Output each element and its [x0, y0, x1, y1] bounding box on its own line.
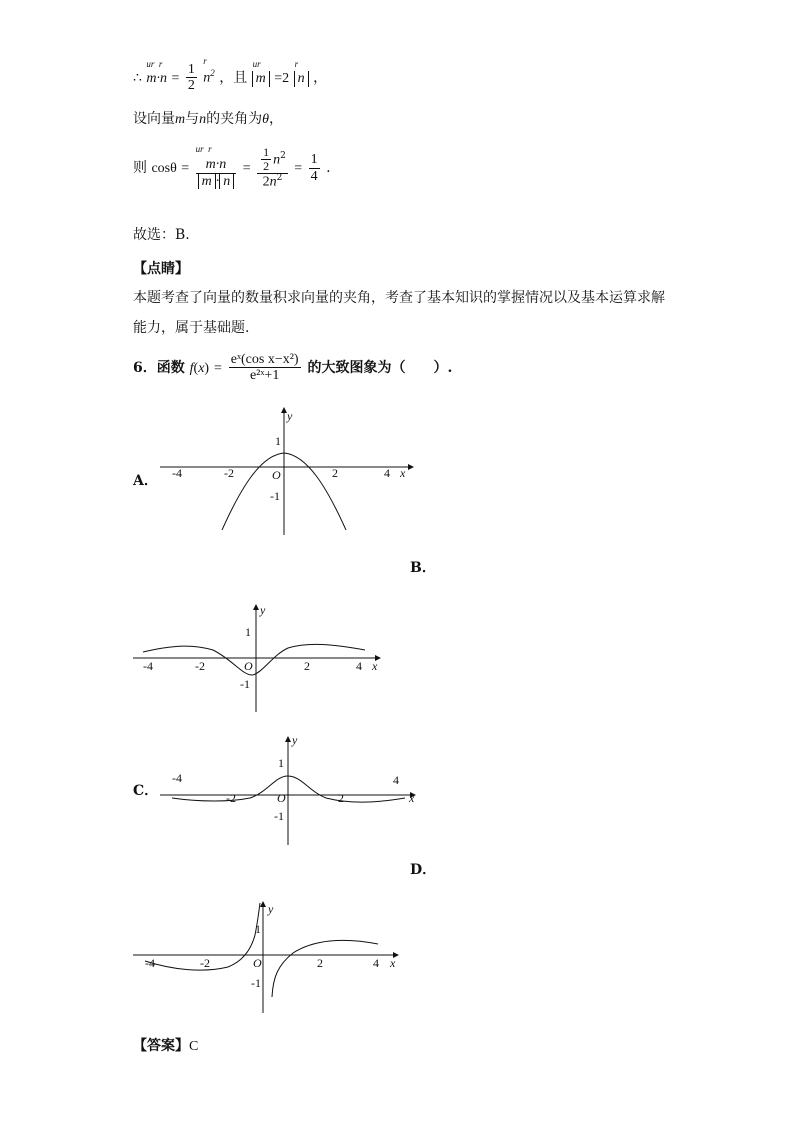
with-text: 与 [185, 111, 200, 127]
equals-sign: = [171, 70, 180, 86]
function-numerator: eˣ(cos x−x²) [230, 352, 299, 367]
answer-label: 【答案】 [133, 1038, 189, 1054]
n-vector: n [273, 152, 281, 168]
tick-one: 1 [255, 922, 261, 936]
y-axis-arrow [285, 736, 291, 742]
equals-sign: = [294, 161, 303, 177]
question-tail: 的大致图象为（ ）. [307, 359, 453, 376]
tick-neg-four: -4 [143, 659, 153, 673]
inner-numerator: 1 [263, 145, 270, 159]
y-label: y [260, 603, 266, 617]
equals-sign: = [213, 360, 222, 376]
angle-text: 的夹角为 [206, 111, 263, 127]
comment-line-2: 能力，属于基础题. [133, 320, 250, 336]
variable-x: x [198, 360, 205, 376]
square-exponent: 2 [280, 151, 286, 162]
origin-label: O [272, 468, 281, 482]
answer-choice: 故选：B. [133, 227, 190, 243]
den-n: n [219, 174, 234, 189]
origin-label: O [253, 956, 262, 970]
n-squared: r $n^2$ [203, 56, 215, 86]
comma: ， [313, 69, 328, 86]
curve [143, 644, 365, 675]
option-b-label[interactable]: B． [410, 560, 436, 576]
graph-b[interactable] [133, 600, 393, 720]
half-denominator: 2 [187, 78, 195, 94]
result-denominator: 4 [310, 168, 318, 184]
y-axis-arrow [260, 901, 266, 907]
result-numerator: 1 [310, 152, 318, 168]
graph-d[interactable] [133, 895, 403, 1020]
comma: ， [269, 111, 284, 127]
tick-one: 1 [275, 434, 281, 448]
function-name: f [189, 360, 194, 376]
tick-one: 1 [278, 756, 284, 770]
m-dot-n: m·n [146, 70, 167, 86]
x-label: x [400, 466, 406, 480]
comment-line-1: 本题考查了向量的数量积求向量的夹角，考查了基本知识的掌握情况以及基本运算求解 [133, 290, 665, 306]
graph-c[interactable] [160, 730, 425, 850]
tick-four: 4 [356, 659, 362, 673]
n-symbol: n [199, 112, 207, 127]
origin-label: O [244, 659, 253, 673]
tick-one: 1 [245, 625, 251, 639]
step2-line [133, 108, 283, 128]
option-d-label[interactable]: D． [410, 862, 437, 878]
left-paren: ( [193, 360, 199, 376]
m-symbol: m [175, 112, 186, 127]
and-text: ，且 [219, 69, 248, 86]
inner-denominator: 2 [263, 159, 270, 174]
comment-heading: 【点睛】 [133, 261, 189, 277]
abs-m: ur m [252, 71, 270, 87]
x-label: x [390, 956, 396, 970]
function-denominator: e²ˣ+1 [229, 367, 301, 383]
y-axis-arrow [253, 604, 259, 610]
equals-two: =2 [274, 70, 290, 86]
y-label: y [268, 902, 274, 916]
den-dot: · [215, 173, 220, 189]
tick-two: 2 [304, 659, 310, 673]
theta-symbol: θ [262, 112, 270, 127]
tick-neg-two: -2 [195, 659, 205, 673]
right-paren: ) [204, 360, 210, 376]
set-vector-text: 设向量 [133, 111, 175, 127]
den-coefficient: 2 [262, 175, 270, 191]
answer-value: C [189, 1039, 199, 1054]
tick-neg-one: -1 [240, 677, 250, 691]
square-exponent: 2 [210, 68, 215, 79]
n-vector: n [203, 70, 211, 86]
tick-neg-four: -4 [172, 771, 182, 785]
m-dot-n-expr: ur r m·n [146, 58, 167, 86]
step3-line: 则 cosθ = ur r m·n m · n = $\frac{1}{2}$ $n^2$ $2n^2$ = $\frac{1}{4}$ . [133, 144, 331, 191]
period: . [326, 160, 331, 177]
tick-neg-four: -4 [145, 956, 155, 970]
y-label: y [292, 733, 298, 747]
n-vector: n [269, 175, 277, 191]
y-label: y [287, 409, 293, 423]
tick-four: 4 [384, 466, 390, 480]
therefore-symbol: ∴ [133, 69, 142, 86]
n-vector: n [297, 70, 305, 86]
tick-neg-one: -1 [251, 976, 261, 990]
option-c-label[interactable]: C． [133, 783, 159, 799]
cos-theta: cosθ [151, 161, 177, 177]
origin-label: O [277, 791, 286, 805]
cos-fraction: ur r m·n m · n [196, 147, 237, 189]
tick-neg-two: -2 [224, 466, 234, 480]
square-exponent: 2 [276, 173, 283, 184]
m-vector: m [255, 70, 266, 86]
curve-right [272, 940, 378, 997]
tick-neg-two: -2 [226, 791, 236, 805]
answer-line [133, 1035, 198, 1055]
den-m: m [198, 174, 216, 189]
tick-two: 2 [332, 466, 338, 480]
x-label: x [409, 791, 415, 805]
question-6 [133, 352, 452, 384]
half-numerator: 1 [187, 62, 195, 77]
tick-neg-four: -4 [172, 466, 182, 480]
half-fraction [186, 62, 197, 94]
question-number: 6．函数 [133, 359, 185, 376]
tick-two: 2 [338, 791, 344, 805]
tick-neg-one: -1 [270, 489, 280, 503]
result-fraction [309, 152, 320, 184]
equals-sign: = [242, 161, 251, 177]
function-fraction [229, 352, 301, 384]
graph-a[interactable] [160, 405, 420, 545]
abs-n: r n [294, 71, 309, 87]
tick-four: 4 [393, 773, 399, 787]
tick-four: 4 [373, 956, 379, 970]
middle-fraction [257, 146, 288, 190]
cos-numerator: m·n [205, 157, 227, 173]
tick-neg-one: -1 [274, 809, 284, 823]
x-axis-arrow [408, 464, 414, 470]
option-a-label[interactable]: A． [133, 473, 158, 489]
step1-line [133, 56, 328, 94]
tick-two: 2 [317, 956, 323, 970]
tick-neg-two: -2 [200, 956, 210, 970]
then-text: 则 [133, 160, 147, 177]
x-label: x [372, 659, 378, 673]
